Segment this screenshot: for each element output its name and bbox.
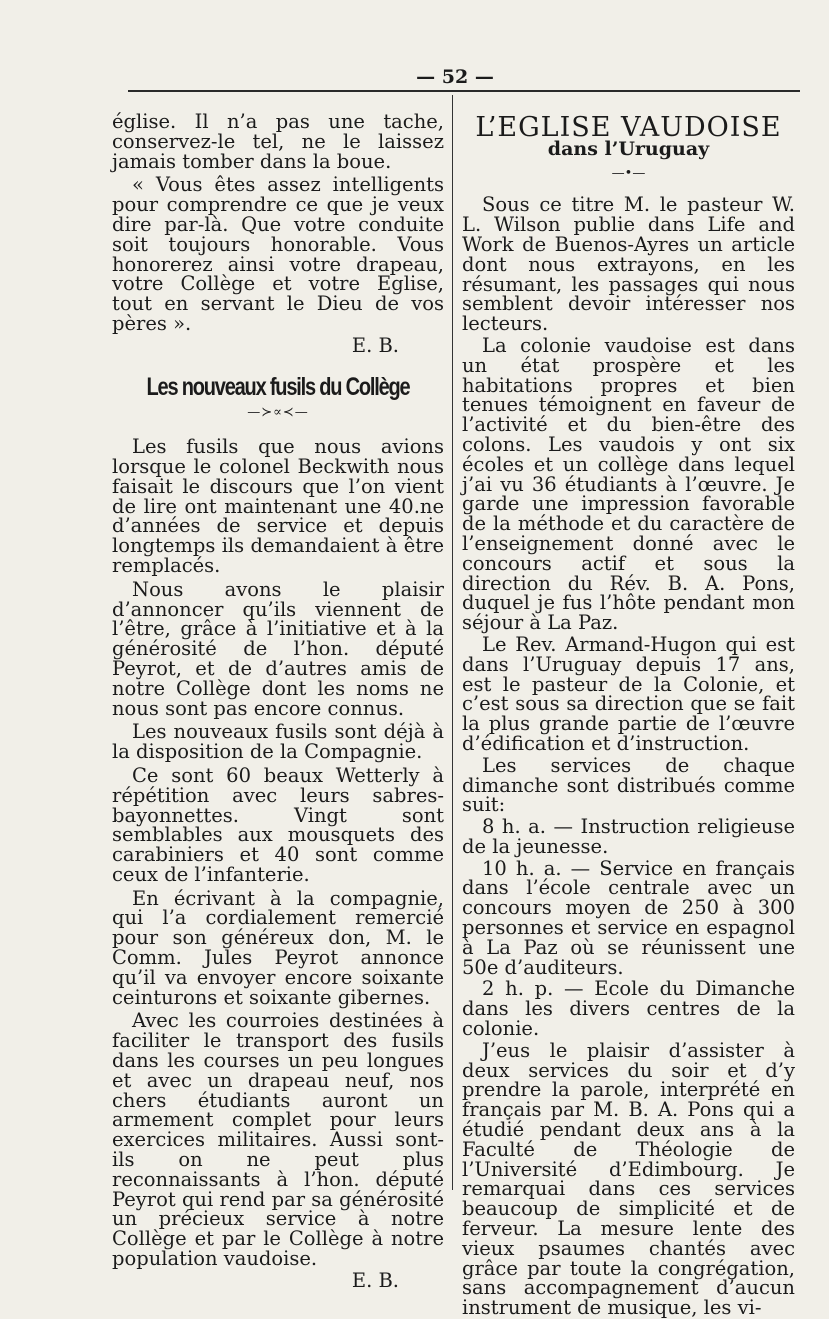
paragraph: 8 h. a. — Instruction religieuse de la jeunesse. xyxy=(462,815,795,858)
paragraph: Les nouveaux fusils sont déjà à la disposition de la Compagnie. xyxy=(112,720,444,764)
paragraph: Le Rev. Armand-Hugon qui est dans l’Uruguay depuis 17 ans, est le pasteur de la Colonie, et c’est sous sa direction que se fait la plus grande partie de l’œuvre d’édification et d’instruction. xyxy=(462,632,795,755)
article-title: L’EGLISE VAUDOISE xyxy=(475,112,782,143)
header-rule xyxy=(128,90,800,92)
left-column xyxy=(112,112,444,1291)
paragraph: J’eus le plaisir d’assister à deux services du soir et d’y prendre la parole, interprété en français par M. B. A. Pons qui a étudié pendant deux ans à la Faculté de Théologie de l’Université d’Edimbourg. Je remarquai dans ces services beaucoup de simplicité et de ferveur. La mesure lente des vieux psaumes chantés avec grâce par toute la congrégation, sans accompagnement d’aucun instrument de musique, les vi- xyxy=(462,1038,795,1319)
signature-initials: E. B. xyxy=(351,333,399,357)
right-column xyxy=(462,112,795,1318)
paragraph: 10 h. a. — Service en français dans l’école centrale avec un concours moyen de 250 à 300 personnes et service en espagnol à La Paz où se réunissent une 50e d’auditeurs. xyxy=(462,856,795,979)
paragraph: église. Il n’a pas une tache, conservez-le tel, ne le laissez jamais tomber dans la boue. xyxy=(112,110,444,173)
paragraph: 2 h. p. — Ecole du Dimanche dans les divers centres de la colonie. xyxy=(462,977,795,1041)
paragraph: Sous ce titre M. le pasteur W. L. Wilson publie dans Life and Work de Buenos-Ayres un article dont nous extrayons, en les résumant, les passages qui nous semblent devoir intéresser nos lecteurs. xyxy=(462,193,795,336)
paragraph: Les fusils que nous avions lorsque le colonel Beckwith nous faisait le discours que l’on vient de lire ont maintenant une 40.ne d’années de service et depuis longtemps ils demandaient à être remplacés. xyxy=(112,435,444,577)
paragraph: La colonie vaudoise est dans un état prospère et les habitations propres et bien tenues témoignent en faveur de l’activité et du bien-être des colons. Les vaudois y ont six écoles et un collège dans lequel j’ai vu 36 étudiants à l’œuvre. Je garde une impression favorable de la méthode et du caractère de l’enseignement donné avec le concours actif et sous la direction du Rév. B. A. Pons, duquel je fus l’hôte pendant mon séjour à La Paz. xyxy=(462,333,795,635)
ornament-divider: —•— xyxy=(611,165,646,181)
page-number: — 52 — xyxy=(416,66,494,88)
paragraph: Ce sont 60 beaux Wetterly à répétition avec leurs sabres-bayonnettes. Vingt sont semblables aux mousquets des carabiniers et 40 sont comme ceux de l’infanterie. xyxy=(112,763,444,886)
paragraph: Nous avons le plaisir d’annoncer qu’ils viennent de l’être, grâce à l’initiative et à la générosité de l’hon. député Peyrot, et de d’autres amis de notre Collège dont les noms ne nous sont pas encore connus. xyxy=(112,577,444,720)
ornament-divider: —≻∝≺— xyxy=(247,405,309,421)
signature-initials: E. B. xyxy=(351,1268,399,1292)
section-title: Les nouveaux fusils du Collège xyxy=(146,372,410,401)
paragraph: « Vous êtes assez intelligents pour comprendre ce que je veux dire par-là. Que votre conduite soit toujours honorable. Vous honorerez ainsi votre drapeau, votre Collège et votre Eglise, tout en servant le Dieu de vos pères ». xyxy=(112,173,444,335)
article-subtitle: dans l’Uruguay xyxy=(547,137,710,160)
column-divider xyxy=(452,95,453,1190)
paragraph: En écrivant à la compagnie, qui l’a cordialement remercié pour son généreux don, M. le Comm. Jules Peyrot annonce qu’il va envoyer encore soixante ceinturons et soixante gibernes. xyxy=(112,886,444,1009)
paragraph: Les services de chaque dimanche sont distribués comme suit: xyxy=(462,753,795,817)
paragraph: Avec les courroies destinées à faciliter le transport des fusils dans les courses un peu longues et avec un drapeau neuf, nos chers étudiants auront un armement complet pour leurs exercices militaires. Aussi sont-ils on ne peut plus reconnaissants à l’hon. député Peyrot qui rend par sa générosité un précieux service à notre Collège et par le Collège à notre population vaudoise. xyxy=(112,1009,444,1271)
